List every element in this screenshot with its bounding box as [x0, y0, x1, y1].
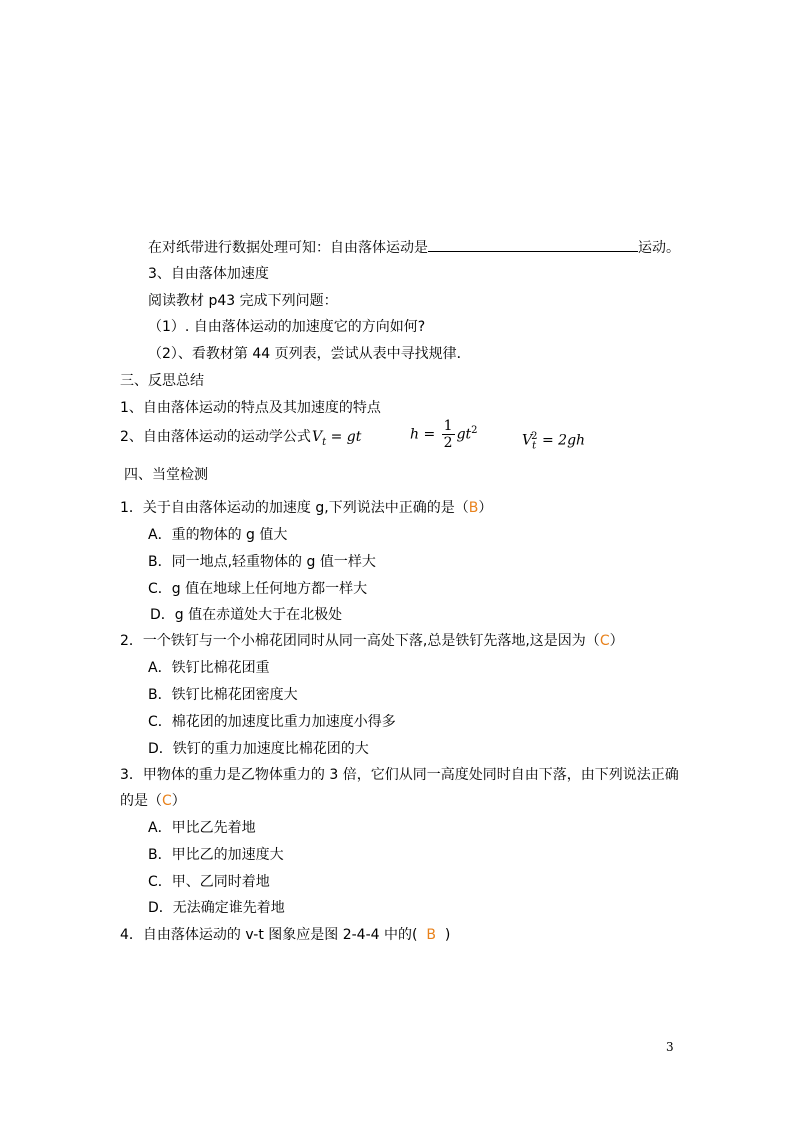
answer-mark: B [426, 927, 436, 943]
test-question-3: 3．甲物体的重力是乙物体重力的 3 倍，它们从同一高度处同时自由下落，由下列说法正确 [120, 767, 679, 783]
option-1b: B．同一地点,轻重物体的 g 值一样大 [148, 554, 376, 570]
option-3a: A．甲比乙先着地 [148, 820, 256, 836]
option-3c: C．甲、乙同时着地 [148, 874, 270, 890]
option-2a: A．铁钉比棉花团重 [148, 660, 270, 676]
option-1a: A．重的物体的 g 值大 [148, 527, 288, 543]
answer-mark: C [162, 793, 172, 809]
answer-mark: B [468, 500, 479, 516]
question-stem-end: ） [478, 500, 493, 516]
test-question-2 [120, 631, 624, 651]
question-stem: 1．关于自由落体运动的加速度 g,下列说法中正确的是（ [120, 500, 469, 516]
option-3b: B．甲比乙的加速度大 [148, 847, 284, 863]
option-3d: D．无法确定谁先着地 [148, 900, 285, 916]
paragraph-conclusion [148, 237, 680, 258]
option-1c: C．g 值在地球上任何地方都一样大 [148, 581, 368, 597]
test-question-1 [120, 498, 492, 518]
formula-height: h = $\frac{1}{2}$ $gt^2$ [410, 418, 478, 451]
question-stem-end: ） [609, 633, 624, 649]
option-2d: D．铁钉的重力加速度比棉花团的大 [148, 741, 369, 757]
fill-blank [428, 237, 638, 252]
question-stem: 2．一个铁钉与一个小棉花团同时从同一高处下落,总是铁钉先落地,这是因为（ [120, 633, 600, 649]
section-title-reflection: 三、反思总结 [120, 373, 204, 389]
conclusion-text: 在对纸带进行数据处理可知：自由落体运动是 [148, 240, 428, 256]
conclusion-suffix: 运动。 [638, 240, 680, 256]
page-number: 3 [666, 1040, 674, 1054]
reflection-item-2 [120, 427, 311, 447]
question-stem: 的是（ [120, 793, 162, 809]
question-stem-end: ） [171, 793, 186, 809]
reading-instruction: 阅读教材 p43 完成下列问题： [148, 293, 338, 309]
option-1d: D．g 值在赤道处大于在北极处 [150, 607, 343, 623]
question-stem: 4．自由落体运动的 v-t 图象应是图 2-4-4 中的( [120, 927, 418, 943]
formula-velocity-squared: $V_t^2 = 2gh$ [522, 431, 586, 452]
formula-velocity: $V_t$ = gt [312, 429, 362, 448]
question-item-1: （1）. 自由落体运动的加速度它的方向如何? [148, 319, 426, 335]
option-2c: C．棉花团的加速度比重力加速度小得多 [148, 714, 396, 730]
answer-mark: C [599, 633, 610, 649]
fraction: $\frac{1}{2}$ [443, 418, 453, 451]
reflection-item-1: 1、自由落体运动的特点及其加速度的特点 [120, 400, 381, 416]
question-stem-end: ) [444, 927, 451, 943]
section-title-check: 四、当堂检测 [124, 467, 208, 483]
question-item-2: （2）、看教材第 44 页列表，尝试从表中寻找规律． [148, 346, 471, 362]
subheading-acceleration: 3、自由落体加速度 [148, 266, 269, 282]
option-2b: B．铁钉比棉花团密度大 [148, 687, 298, 703]
formula-intro: 2、自由落体运动的运动学公式 [120, 429, 311, 445]
test-question-3-cont [120, 791, 186, 811]
test-question-4 [120, 925, 450, 945]
